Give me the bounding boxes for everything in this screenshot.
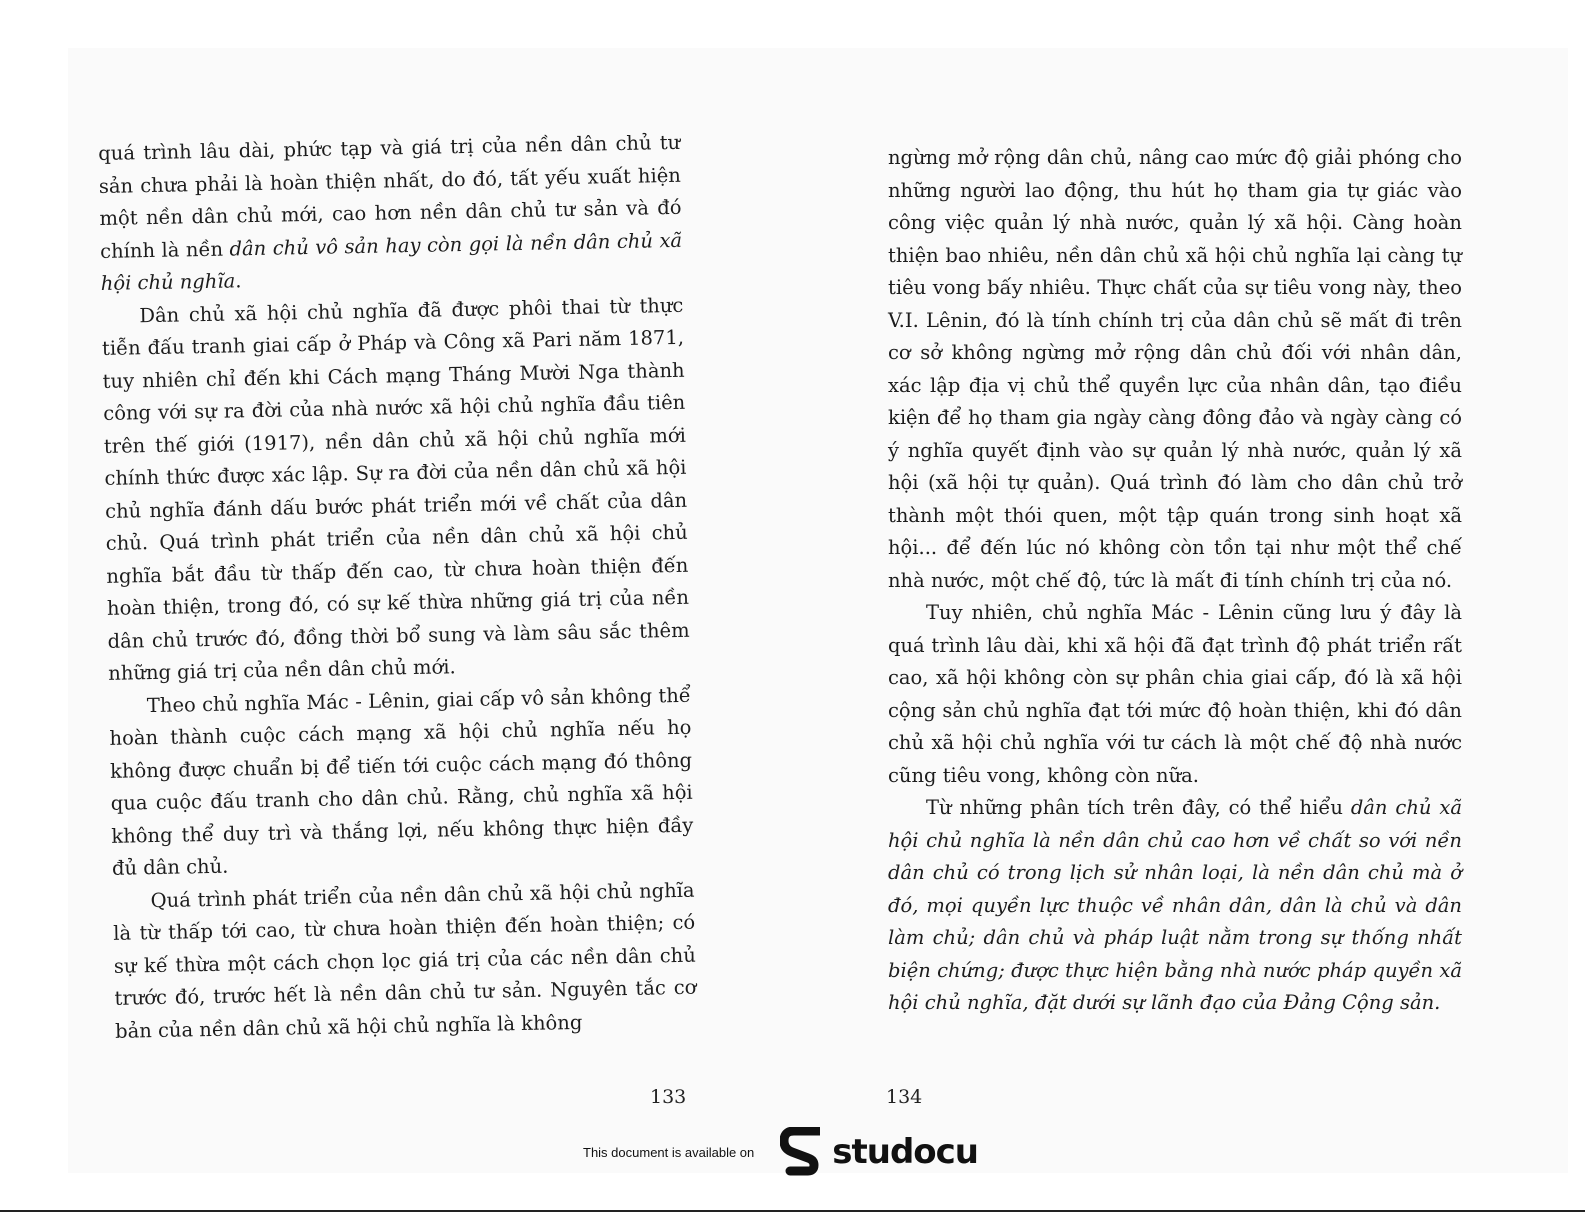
left-p1-tail: . xyxy=(234,269,242,293)
available-on-text: This document is available on xyxy=(583,1144,755,1160)
right-paragraph-1: ngừng mở rộng dân chủ, nâng cao mức độ giải phóng cho những người lao động, thu hút họ tham gia tự giác vào công việc quản lý nhà nước, quản lý xã hội. Càng hoàn thiện bao nhiêu, nền dân chủ xã hội chủ nghĩa lại càng tự tiêu vong bấy nhiêu. Thực chất của sự tiêu vong này, theo V.I. Lênin, đó là tính chính trị của dân chủ sẽ mất đi trên cơ sở không ngừng mở rộng dân chủ đối với nhân dân, xác lập địa vị chủ thể quyền lực của nhân dân, tạo điều kiện để họ tham gia ngày càng đông đảo và ngày càng có ý nghĩa quyết định vào sự quản lý nhà nước, quản lý xã hội (xã hội tự quản). Quá trình đó làm cho dân chủ trở thành một thói quen, một tập quán trong sinh hoạt xã hội... để đến lúc nó không còn tồn tại như một thể chế nhà nước, một chế độ, tức là mất đi tính chính trị của nó. xyxy=(888,146,1462,592)
right-paragraph-3 xyxy=(888,792,1462,1020)
left-paragraph-3: Theo chủ nghĩa Mác - Lênin, giai cấp vô sản không thể hoàn thành cuộc cách mạng xã hội chủ nghĩa nếu họ không được chuẩn bị để tiến tới cuộc cách mạng đó thông qua cuộc đấu tranh cho dân chủ. Rằng, chủ nghĩa xã hội không thể duy trì và thắng lợi, nếu không thực hiện đầy đủ dân chủ. xyxy=(109,683,694,880)
studocu-logo-icon xyxy=(780,1127,826,1177)
right-p3-italic: dân chủ xã hội chủ nghĩa là nền dân chủ cao hơn về chất so với nền dân chủ có trong lịch sử nhân loại, là nền dân chủ mà ở đó, mọi quyền lực thuộc về nhân dân, dân là chủ và dân làm chủ; dân chủ và pháp luật nằm trong sự thống nhất biện chứng; được thực hiện bằng nhà nước pháp quyền xã hội chủ nghĩa, đặt dưới sự lãnh đạo của Đảng Cộng sản. xyxy=(888,796,1462,1014)
studocu-footer-banner[interactable] xyxy=(583,1126,1003,1178)
right-p3-lead: Từ những phân tích trên đây, có thể hiểu xyxy=(926,796,1351,819)
right-paragraph-2: Tuy nhiên, chủ nghĩa Mác - Lênin cũng lưu ý đây là quá trình lâu dài, khi xã hội đã đạt trình độ phát triển rất cao, xã hội không còn sự phân chia giai cấp, đó là xã hội cộng sản chủ nghĩa đạt tới mức độ hoàn thiện, khi đó dân chủ xã hội chủ nghĩa với tư cách là một chế độ nhà nước cũng tiêu vong, không còn nữa. xyxy=(888,601,1462,787)
left-paragraph-4: Quá trình phát triển của nền dân chủ xã hội chủ nghĩa là từ thấp tới cao, từ chưa hoàn thiện đến hoàn thiện; có sự kế thừa một cách chọn lọc giá trị của các nền dân chủ trước đó, trước hết là nền dân chủ tư sản. Nguyên tắc cơ bản của nền dân chủ xã hội chủ nghĩa là không xyxy=(113,878,697,1043)
left-page-text xyxy=(98,127,697,1048)
right-page-text xyxy=(888,142,1462,1020)
bottom-divider xyxy=(0,1210,1585,1212)
left-p1-text: quá trình lâu dài, phức tạp và giá trị của nền dân chủ tư sản chưa phải là hoàn thiện nhất, do đó, tất yếu xuất hiện một nền dân chủ mới, cao hơn nền dân chủ tư sản và đó chính là nền xyxy=(98,130,682,263)
page-number-right: 134 xyxy=(886,1086,923,1108)
left-paragraph-2: Dân chủ xã hội chủ nghĩa đã được phôi thai từ thực tiễn đấu tranh giai cấp ở Pháp và Công xã Pari năm 1871, tuy nhiên chỉ đến khi Cách mạng Tháng Mười Nga thành công với sự ra đời của nhà nước xã hội chủ nghĩa đầu tiên trên thế giới (1917), nền dân chủ xã hội chủ nghĩa mới chính thức được xác lập. Sự ra đời của nền dân chủ xã hội chủ nghĩa đánh dấu bước phát triển mới về chất của dân chủ. Quá trình phát triển của nền dân chủ xã hội chủ nghĩa bắt đầu từ thấp đến cao, từ chưa hoàn thiện đến hoàn thiện, trong đó, có sự kế thừa những giá trị của nền dân chủ trước đó, đồng thời bổ sung và làm sâu sắc thêm những giá trị của nền dân chủ mới. xyxy=(101,293,690,685)
left-paragraph-1 xyxy=(98,127,683,301)
left-p1-italic: dân chủ vô sản hay còn gọi là nền dân chủ xã hội chủ nghĩa xyxy=(100,228,683,295)
studocu-wordmark: studocu xyxy=(832,1132,979,1172)
studocu-logo[interactable] xyxy=(780,1127,978,1177)
page-number-left: 133 xyxy=(650,1086,687,1108)
